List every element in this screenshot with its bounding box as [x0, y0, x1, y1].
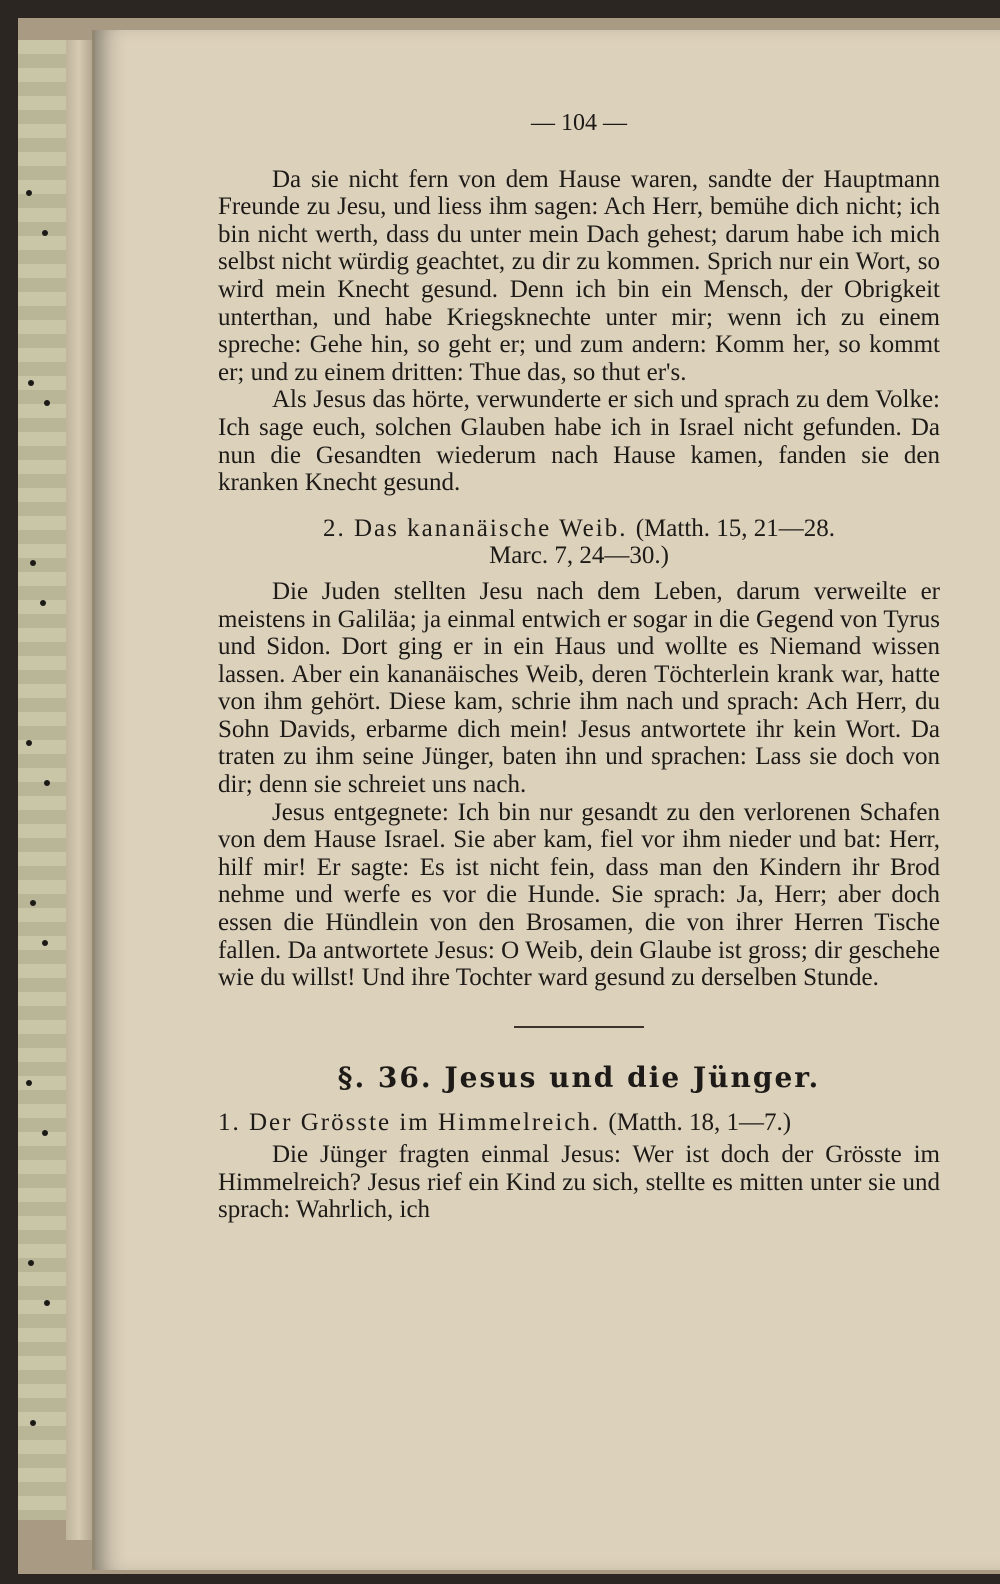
- subheading-reference: (Matth. 18, 1—7.): [608, 1109, 792, 1137]
- page-number: — 104 —: [531, 110, 627, 136]
- paragraph: Jesus entgegnete: Ich bin nur gesandt zu den verlorenen Schafen von dem Hause Israel. Sie aber kam, fiel vor ihm nieder und bat: Herr, hilf mir! Er sagte: Es ist nicht fein, dass man den Kindern ihr Brod nehme und werfe es vor die Hunde. Sie sprach: Ja, Herr; aber doch essen die Hündlein von den Brosamen, die von ihrer Herren Tische fallen. Da antwortete Jesus: O Weib, dein Glaube ist gross; dir geschehe wie du willst! Und ihre Tochter ward gesund zu derselben Stunde.: [218, 798, 940, 992]
- page-stack: [66, 40, 92, 1540]
- edge-dot: [26, 190, 32, 196]
- edge-dot: [44, 780, 50, 786]
- edge-dot: [26, 1080, 32, 1086]
- subheading-kananaeische-weib: [218, 515, 940, 570]
- edge-dot: [26, 740, 32, 746]
- subheading-reference: (Matth. 15, 21—28.: [635, 514, 836, 542]
- edge-dot: [40, 600, 46, 606]
- subheading-reference: Marc. 7, 24—30.): [489, 542, 669, 570]
- section-heading: §. 36. Jesus und die Jünger.: [337, 1060, 821, 1094]
- paragraph: Die Jünger fragten einmal Jesus: Wer ist doch der Grösste im Himmelreich? Jesus rief ein Kind zu sich, stellte es mitten unter sie und sprach: Wahrlich, ich: [218, 1141, 940, 1224]
- subheading-title: 2. Das kananäische Weib.: [322, 514, 628, 542]
- edge-dot: [30, 1420, 36, 1426]
- edge-dot: [28, 1260, 34, 1266]
- edge-dot: [44, 400, 50, 406]
- paragraph: Als Jesus das hörte, verwunderte er sich und sprach zu dem Volke: Ich sage euch, solchen Glauben habe ich in Israel nicht gefunden. Da nun die Gesandten wiederum nach Hause kamen, fanden sie den kranken Knecht gesund.: [218, 386, 940, 497]
- paragraph: Da sie nicht fern von dem Hause waren, sandte der Hauptmann Freunde zu Jesu, und liess ihm sagen: Ach Herr, bemühe dich nicht; ich bin nicht werth, dass du unter mein Dach gehest; darum habe ich mich selbst nicht würdig geachtet, zu dir zu kommen. Sprich nur ein Wort, so wird mein Knecht gesund. Denn ich bin ein Mensch, der Obrigkeit unterthan, und habe Kriegsknechte unter mir; wenn ich zu einem spreche: Gehe hin, so geht er; und zum andern: Komm her, so kommt er; und zu einem dritten: Thue das, so thut er's.: [218, 165, 940, 386]
- edge-dot: [42, 230, 48, 236]
- edge-dot: [28, 380, 34, 386]
- edge-dot: [42, 1130, 48, 1136]
- subheading-title: 1. Der Grösste im Himmelreich.: [218, 1109, 601, 1137]
- subheading-groesste: [218, 1109, 940, 1137]
- section-divider: [514, 1026, 644, 1028]
- paragraph: Die Juden stellten Jesu nach dem Leben, darum verweilte er meistens in Galiläa; ja einmal entwich er sogar in die Gegend von Tyrus und Sidon. Dort ging er in ein Haus und wollte es Niemand wissen lassen. Aber ein kananäisches Weib, deren Töchterlein krank war, hatte von ihm gehört. Diese kam, schrie ihm nach und sprach: Ach Herr, du Sohn Davids, erbarme dich mein! Jesus antwortete ihr kein Wort. Da traten zu ihm seine Jünger, baten ihn und sprachen: Lass sie doch von dir; denn sie schreiet uns nach.: [218, 577, 940, 799]
- edge-dot: [44, 1300, 50, 1306]
- page-edges: [18, 40, 68, 1520]
- page-text: [218, 110, 940, 1224]
- edge-dot: [42, 940, 48, 946]
- edge-dot: [30, 560, 36, 566]
- edge-dot: [30, 900, 36, 906]
